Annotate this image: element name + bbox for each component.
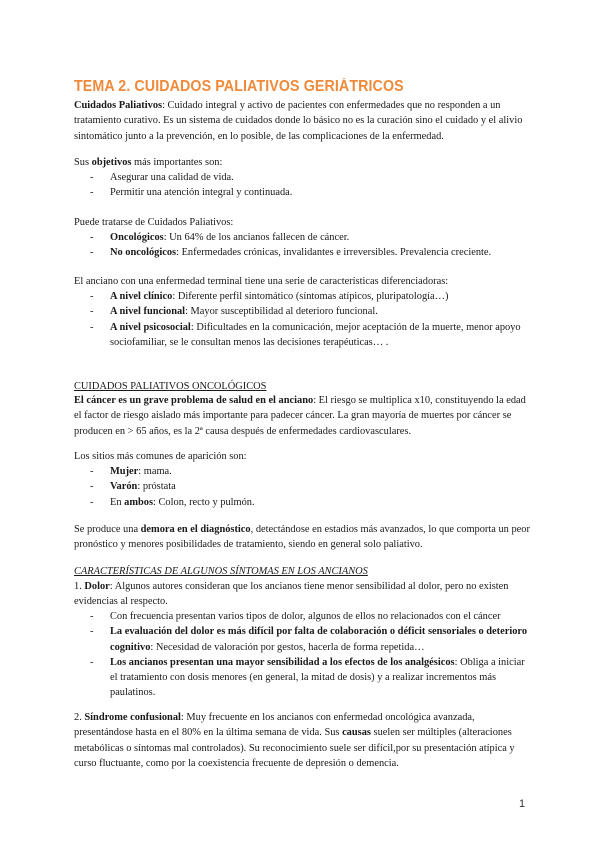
list-item-pre: En bbox=[110, 496, 125, 508]
list-item: - Con frecuencia presentan varios tipos de dolor, algunos de ellos no relacionados con el cáncer bbox=[90, 611, 501, 622]
list-item-text: : Mayor susceptibilidad al deterioro funcional. bbox=[185, 306, 378, 318]
list-item: - A nivel clínico: Diferente perfil sintomático (síntomas atípicos, pluripatología…) bbox=[90, 291, 449, 302]
list-item-term: ambos bbox=[124, 496, 154, 508]
list-item-term: A nivel funcional bbox=[110, 306, 186, 318]
sitios-list bbox=[74, 464, 530, 510]
list-item: - Oncológicos: Un 64% de los ancianos fallecen de cáncer. bbox=[90, 232, 350, 243]
dolor-term: Dolor bbox=[84, 581, 110, 592]
list-item: - En ambos: Colon, recto y pulmón. bbox=[90, 496, 255, 508]
oncologicos-paragraph bbox=[74, 393, 530, 439]
section-heading-sintomas: CARACTERÍSTICAS DE ALGUNOS SÍNTOMAS EN LOS ANCIANOS bbox=[74, 566, 368, 577]
list-item: - Varón: próstata bbox=[90, 481, 176, 493]
confusional-paragraph bbox=[74, 710, 530, 771]
demora-pre: Se produce una bbox=[74, 524, 141, 535]
demora-text: , detectándose en estadios más avanzados, lo que comporta un peor pronóstico y menores posibilidades de tratamiento, siendo en general solo paliativo. bbox=[74, 524, 530, 551]
page-number: 1 bbox=[519, 798, 526, 810]
dolor-text: : Algunos autores consideran que los ancianos tiene menor sensibilidad al dolor, pero no existen evidencias al respecto. bbox=[74, 581, 509, 608]
objetivos-pre: Sus bbox=[74, 157, 92, 168]
demora-paragraph bbox=[74, 522, 530, 553]
confusional-term: Síndrome confusional bbox=[84, 712, 181, 723]
list-item-text: : mama. bbox=[138, 466, 172, 477]
confusional-text: : Muy frecuente en los ancianos con enfermedad oncológica avanzada, presentándose hasta en el 80% en la última semana de vida. Sus bbox=[74, 712, 475, 739]
section-heading-oncologicos: CUIDADOS PALIATIVOS ONCOLÓGICOS bbox=[74, 381, 267, 392]
list-item-text: : Obliga a iniciar el tratamiento con dosis menores (en general, la mitad de dosis) y a realizar incrementos más paulatinos. bbox=[110, 656, 525, 699]
objetivos-list bbox=[74, 170, 530, 201]
intro-paragraph bbox=[74, 98, 530, 144]
intro-term: Cuidados Paliativos bbox=[74, 100, 163, 111]
dolor-num: 1. bbox=[74, 581, 85, 592]
list-item-term: Los ancianos presentan una mayor sensibilidad a los efectos de los analgésicos bbox=[110, 656, 455, 668]
list-item-text: : Dificultades en la comunicación, mejor aceptación de la muerte, menor apoyo sociofamiliar, se le consultan menos las decisiones terapéuticas… . bbox=[110, 321, 521, 348]
demora-term: demora en el diagnóstico bbox=[140, 524, 251, 535]
objetivos-post: más importantes son: bbox=[131, 157, 223, 168]
list-item: - Mujer: mama. bbox=[90, 466, 172, 477]
confusional-num: 2. bbox=[74, 712, 85, 723]
list-item-text: Asegurar una calidad de vida. bbox=[110, 172, 234, 183]
list-item: - Los ancianos presentan una mayor sensibilidad a los efectos de los analgésicos: Obliga a iniciar el tratamiento con dosis menores (en general, la mitad de dosis) y a realizar incrementos más paulatinos. bbox=[90, 656, 525, 699]
list-item-text: : Enfermedades crónicas, invalidantes e irreversibles. Prevalencia creciente. bbox=[176, 247, 492, 259]
sitios-lead: Los sitios más comunes de aparición son: bbox=[74, 451, 247, 462]
list-item-term: A nivel psicosocial bbox=[110, 321, 191, 333]
list-item: - A nivel psicosocial: Dificultades en la comunicación, mejor aceptación de la muerte, menor apoyo sociofamiliar, se le consultan menos las decisiones terapéuticas… . bbox=[90, 321, 521, 348]
oncologicos-term: El cáncer es un grave problema de salud en el anciano bbox=[74, 395, 314, 406]
list-item-text: : Un 64% de los ancianos fallecen de cáncer. bbox=[163, 232, 350, 243]
page-title: TEMA 2. CUIDADOS PALIATIVOS GERIÁTRICOS bbox=[74, 78, 404, 95]
list-item-term: La evaluación del dolor es más difícil por falta de colaboración o déficit sensoriales o deterioro cognitivo bbox=[110, 626, 528, 653]
dolor-paragraph bbox=[74, 579, 530, 610]
terminal-list bbox=[74, 289, 530, 350]
list-item-term: A nivel clínico bbox=[110, 291, 173, 302]
dolor-list bbox=[74, 609, 530, 701]
list-item: - Asegurar una calidad de vida. bbox=[90, 172, 234, 183]
tipos-list bbox=[74, 230, 530, 261]
terminal-lead: El anciano con una enfermedad terminal tiene una serie de características diferenciadoras: bbox=[74, 276, 449, 287]
intro-text: : Cuidado integral y activo de pacientes con enfermedades que no responden a un tratamiento curativo. Es un sistema de cuidados donde lo básico no es la curación sino el cuidado y el alivio sintomático junto a la prevención, en lo posible, de las complicaciones de la enfermedad. bbox=[74, 100, 523, 142]
list-item-term: Mujer bbox=[110, 466, 139, 477]
list-item-text: : Diferente perfil sintomático (síntomas atípicos, pluripatología…) bbox=[172, 291, 449, 302]
objetivos-term: objetivos bbox=[91, 157, 132, 168]
oncologicos-text: : El riesgo se multiplica x10, constituyendo la edad el factor de riesgo aislado más importante para padecer cáncer. La gran mayoría de muertes por cáncer se producen en > 65 años, es la 2ª causa después de enfermedades cardiovasculares. bbox=[74, 395, 526, 437]
objetivos-lead bbox=[74, 155, 530, 170]
list-item: - Permitir una atención integral y continuada. bbox=[90, 187, 293, 199]
list-item-text: Con frecuencia presentan varios tipos de dolor, algunos de ellos no relacionados con el cáncer bbox=[110, 611, 501, 622]
confusional-causas-term: causas bbox=[342, 727, 371, 739]
list-item: - La evaluación del dolor es más difícil por falta de colaboración o déficit sensoriales o deterioro cognitivo: Necesidad de valoración por gestos, hacerla de forma repetida… bbox=[90, 626, 528, 653]
list-item: - A nivel funcional: Mayor susceptibilidad al deterioro funcional. bbox=[90, 306, 378, 318]
tipos-lead: Puede tratarse de Cuidados Paliativos: bbox=[74, 217, 234, 228]
list-item: - No oncológicos: Enfermedades crónicas, invalidantes e irreversibles. Prevalencia creciente. bbox=[90, 247, 492, 259]
list-item-text: : Necesidad de valoración por gestos, hacerla de forma repetida… bbox=[150, 641, 425, 653]
list-item-text: : Colon, recto y pulmón. bbox=[153, 496, 255, 508]
list-item-text: Permitir una atención integral y continuada. bbox=[110, 187, 293, 199]
list-item-term: No oncológicos bbox=[110, 247, 177, 259]
list-item-text: : próstata bbox=[137, 481, 176, 493]
list-item-term: Varón bbox=[110, 481, 138, 493]
list-item-term: Oncológicos bbox=[110, 232, 164, 243]
confusional-text-2: suelen ser múltiples (alteraciones metabólicas o síntomas mal controlados). Su reconocimiento suele ser difícil,por su presentación atípica y curso fluctuante, como por la coexistencia frecuente de depresión o demencia. bbox=[74, 727, 515, 769]
